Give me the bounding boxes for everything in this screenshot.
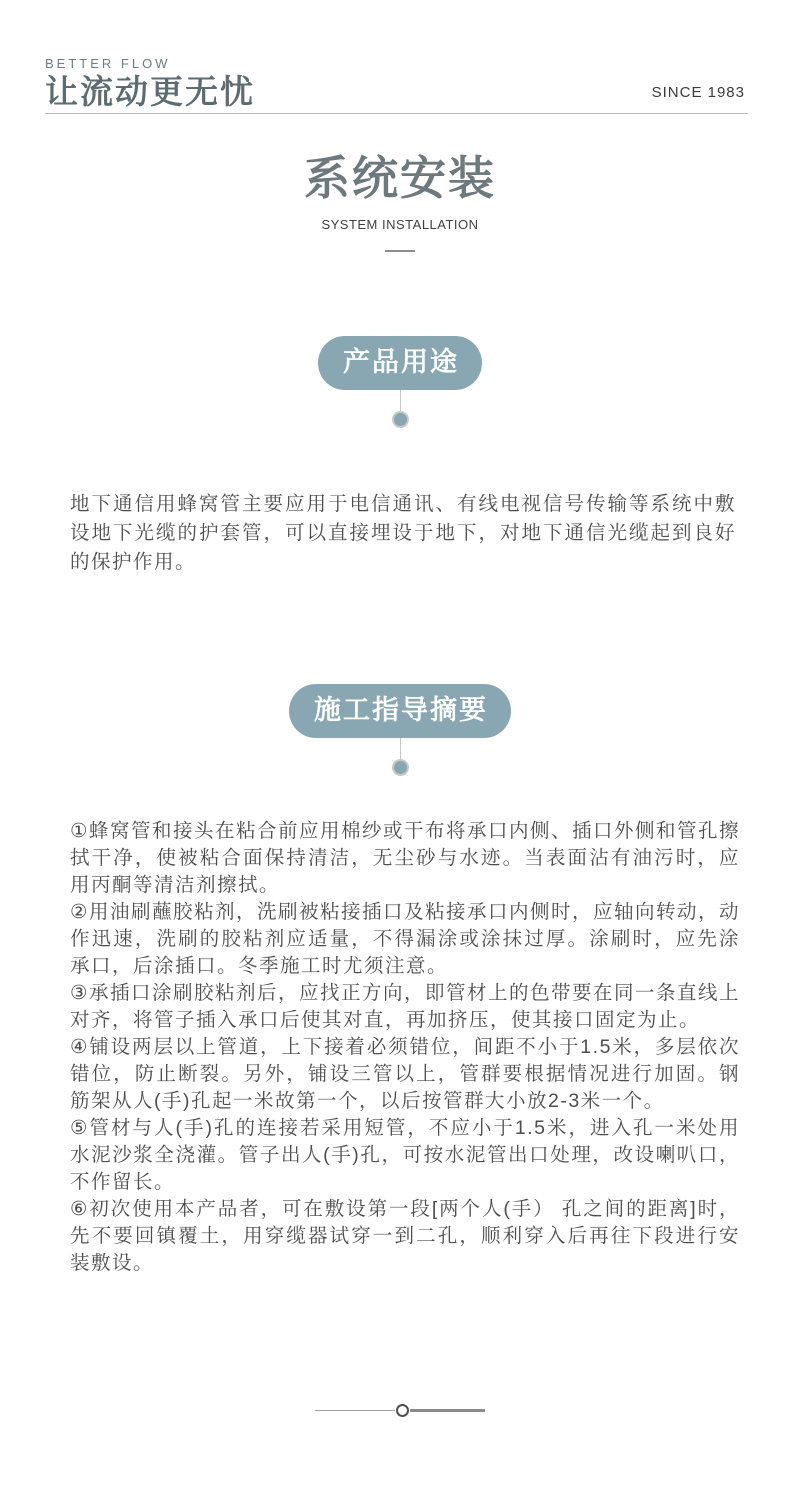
product-use-badge: 产品用途 [318,336,482,390]
guide-item-1: ①蜂窝管和接头在粘合前应用棉纱或干布将承口内侧、插口外侧和管孔擦拭干净，使被粘合面保持清洁，无尘砂与水迹。当表面沾有油污时，应用丙酮等清洁剂擦拭。 [70,820,740,896]
connector-dot-icon [392,759,409,776]
page-title: 系统安装 [304,152,496,204]
product-use-badge-wrap [0,336,800,428]
title-block [0,150,800,252]
brand-logo-text: 让流动更无忧 [45,73,255,110]
section-product-use [0,336,800,577]
connector-line [400,738,401,759]
guide-item-6: ⑥初次使用本产品者，可在敷设第一段[两个人(手） 孔之间的距离]时，先不要回镇覆土，用穿缆器试穿一到二孔，顺利穿入后再往下段进行安装敷设。 [70,1198,740,1274]
construction-guide-badge: 施工指导摘要 [289,684,511,738]
footer-circle-icon [396,1404,409,1417]
guide-item-3: ③承插口涂刷胶粘剂后，应找正方向，即管材上的色带要在同一条直线上对齐，将管子插入承口后使其对直，再加挤压，使其接口固定为止。 [70,982,740,1031]
footer-line-left [315,1410,395,1411]
since-label: SINCE 1983 [651,84,745,101]
product-use-paragraph: 地下通信用蜂窝管主要应用于电信通讯、有线电视信号传输等系统中敷设地下光缆的护套管，可以直接埋设于地下，对地下通信光缆起到良好的保护作用。 [70,493,736,573]
footer-divider [0,1404,800,1417]
brand-logo[interactable] [45,56,255,110]
connector-dot-icon [392,411,409,428]
section-construction-guide [0,684,800,1277]
title-dash [385,250,415,252]
footer-line-right [410,1409,485,1412]
header-divider [45,113,748,114]
brand-tagline: BETTER FLOW [45,56,171,71]
connector-line [400,390,401,411]
construction-guide-list [70,818,740,1277]
guide-item-5: ⑤管材与人(手)孔的连接若采用短管，不应小于1.5米，进入孔一米处用水泥沙浆全浇灌。管子出人(手)孔，可按水泥管出口处理，改设喇叭口，不作留长。 [70,1117,740,1193]
guide-item-4: ④铺设两层以上管道，上下接着必须错位，间距不小于1.5米，多层依次错位，防止断裂。另外，铺设三管以上，管群要根据情况进行加固。钢筋架从人(手)孔起一米故第一个，以后按管群大小放2-3米一个。 [70,1036,740,1112]
guide-item-2: ②用油刷蘸胶粘剂，洗刷被粘接插口及粘接承口内侧时，应轴向转动，动作迅速，洗刷的胶粘剂应适量，不得漏涂或涂抹过厚。涂刷时，应先涂承口，后涂插口。冬季施工时尤须注意。 [70,901,740,977]
header [0,0,800,110]
page-subtitle: SYSTEM INSTALLATION [321,217,479,232]
construction-guide-badge-wrap [0,684,800,776]
